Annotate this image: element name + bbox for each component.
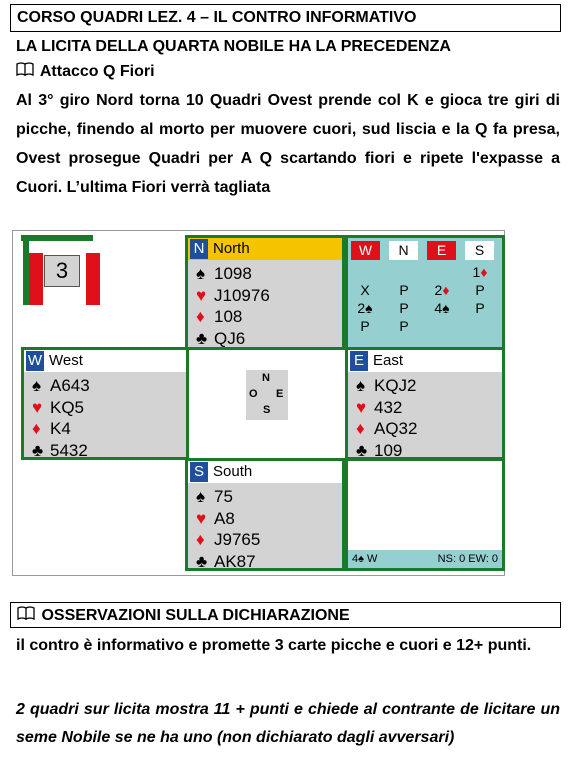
club-icon: ♣ (196, 328, 208, 348)
south-hand (188, 461, 342, 571)
lesson-header (10, 4, 561, 32)
south-spades: ♠ 75 (196, 487, 233, 506)
east-clubs: ♣ 109 (356, 440, 403, 460)
west-name: West (49, 352, 83, 369)
east-diamonds: ♦ AQ32 (356, 419, 418, 438)
compass-west: O (249, 388, 258, 400)
bid-header-e: E (427, 241, 456, 260)
observation-paragraph-2: 2 quadri sur licita mostra 11 + punti e chiede al contrante de licitare un seme Nobile se ne ha uno (non dichiarato dagli avversari) (16, 701, 560, 746)
north-clubs: ♣ QJ6 (196, 328, 246, 348)
north-header (188, 238, 342, 260)
score: NS: 0 EW: 0 (437, 553, 498, 565)
bid-cell: 2♠ (357, 300, 373, 316)
south-diamonds: ♦ J9765 (196, 530, 261, 549)
observations-title-text: OSSERVAZIONI SULLA DICHIARAZIONE (41, 607, 350, 624)
bid-header-w: W (351, 241, 380, 260)
lesson-title: CORSO QUADRI LEZ. 4 – IL CONTRO INFORMATIVO (17, 9, 417, 26)
west-spades: ♠ A643 (32, 376, 90, 395)
south-name: South (213, 463, 253, 480)
bid-header-s: S (465, 241, 494, 260)
bid-cell: P (399, 318, 409, 334)
board-number: 3 (44, 255, 80, 287)
bid-cell: 4♠ (434, 300, 450, 316)
east-name: East (373, 352, 404, 369)
east-letter: E (350, 351, 368, 371)
result-bar (348, 550, 502, 568)
vulnerability-right (86, 253, 100, 305)
bid-cell: 1♦ (472, 264, 488, 280)
spade-icon: ♠ (196, 264, 206, 283)
north-hearts: ♥ J10976 (196, 285, 270, 305)
vulnerability-left (29, 253, 43, 305)
diamond-icon: ♦ (196, 307, 205, 326)
section-subtitle: LA LICITA DELLA QUARTA NOBILE HA LA PRECEDENZA (16, 38, 451, 55)
bid-header-n: N (389, 241, 418, 260)
observation-paragraph-1: il contro è informativo e promette 3 carte picche e cuori e 12+ punti. (16, 637, 532, 654)
west-header (24, 350, 186, 372)
compass (246, 370, 288, 420)
west-diamonds: ♦ K4 (32, 419, 71, 438)
vulnerability-bar (21, 235, 93, 241)
club-icon: ♣ (196, 551, 208, 571)
spade-icon: ♠ (356, 376, 366, 395)
spade-icon: ♠ (32, 376, 42, 395)
west-hearts: ♥ KQ5 (32, 397, 85, 417)
diamond-icon: ♦ (356, 419, 365, 438)
diamond-icon: ♦ (32, 419, 41, 438)
north-hand (188, 238, 342, 347)
bid-cell: P (360, 318, 370, 334)
opening-lead-text: Attacco Q Fiori (39, 63, 155, 80)
book-icon (17, 606, 37, 625)
east-spades: ♠ KQJ2 (356, 376, 417, 395)
observations-title (17, 606, 350, 625)
north-letter: N (190, 239, 208, 259)
book-icon (16, 62, 36, 81)
east-hand (348, 350, 502, 460)
observations-header (10, 602, 561, 628)
vulnerability-edge (23, 235, 29, 305)
spade-icon: ♠ (196, 487, 206, 506)
west-hand (24, 350, 186, 460)
bid-cell: P (475, 282, 485, 298)
club-icon: ♣ (356, 440, 368, 460)
heart-icon: ♥ (32, 397, 43, 417)
bid-cell: P (399, 300, 409, 316)
club-icon: ♣ (32, 440, 44, 460)
bid-cell: 2♦ (434, 282, 450, 298)
south-clubs: ♣ AK87 (196, 551, 256, 571)
bid-cell: X (360, 282, 370, 298)
north-diamonds: ♦ 108 (196, 307, 243, 326)
compass-south: S (263, 404, 271, 416)
compass-east: E (276, 388, 284, 400)
play-description: Al 3° giro Nord torna 10 Quadri Ovest prende col K e gioca tre giri di picche, finendo al morto per muovere cuori, sud liscia e la Q fa presa, Ovest prosegue Quadri per A Q scartando fiori e ripete l'expasse a Cuori. L’ultima Fiori verrà tagliata (16, 92, 560, 196)
heart-icon: ♥ (196, 285, 207, 305)
bidding-table (348, 238, 502, 347)
heart-icon: ♥ (356, 397, 367, 417)
south-hearts: ♥ A8 (196, 508, 235, 528)
north-name: North (213, 240, 250, 257)
opening-lead (16, 62, 155, 81)
compass-north: N (262, 372, 270, 384)
bid-cell: P (399, 282, 409, 298)
north-spades: ♠ 1098 (196, 264, 252, 283)
south-header (188, 461, 342, 483)
bid-cell: P (475, 300, 485, 316)
diamond-icon: ♦ (196, 530, 205, 549)
east-hearts: ♥ 432 (356, 397, 403, 417)
heart-icon: ♥ (196, 508, 207, 528)
contract: 4♠ W (352, 553, 378, 565)
bridge-board (12, 230, 505, 576)
east-header (348, 350, 502, 372)
west-clubs: ♣ 5432 (32, 440, 88, 460)
south-letter: S (190, 462, 208, 482)
west-letter: W (27, 352, 43, 369)
